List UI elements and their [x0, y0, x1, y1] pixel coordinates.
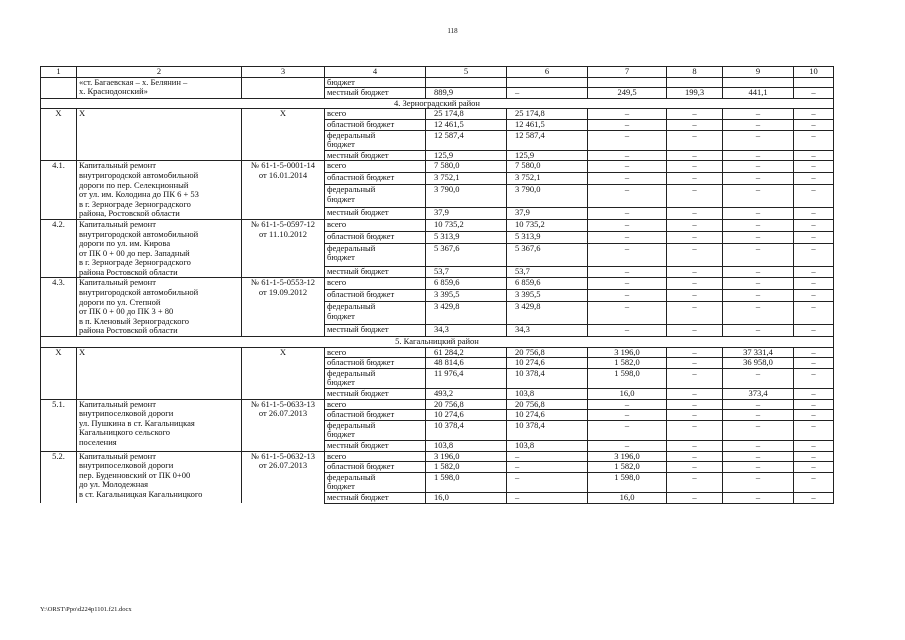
funding-source: федеральный бюджет — [325, 243, 426, 266]
amount-cell: – — [723, 173, 794, 185]
amount-cell: – — [667, 492, 723, 503]
expertise-number: № 61-1-5-0597-12 от 11.10.2012 — [242, 219, 325, 278]
amount-cell: – — [723, 231, 794, 243]
amount-cell: – — [667, 231, 723, 243]
funding-source: областной бюджет — [325, 231, 426, 243]
object-name: Капитальный ремонт внутрипоселковой дороги ул. Пушкина в ст. Кагальницкая Кагальницкого сельского поселения — [77, 399, 242, 451]
amount-cell: 53,7 — [426, 266, 507, 278]
column-header: 5 — [426, 67, 507, 78]
column-header: 3 — [242, 67, 325, 78]
amount-cell: – — [794, 389, 834, 400]
amount-cell: 3 395,5 — [507, 290, 588, 302]
amount-cell: 1 582,0 — [588, 462, 667, 473]
amount-cell: – — [794, 119, 834, 130]
amount-cell: 5 367,6 — [426, 243, 507, 266]
object-name: Капитальный ремонт внутрипоселковой дороги пер. Буденновский от ПК 0+00 до ул. Молодежная в ст. Кагальницкая Кагальницкого — [77, 451, 242, 503]
amount-cell: 125,9 — [426, 150, 507, 161]
amount-cell: 12 587,4 — [507, 130, 588, 150]
amount-cell: – — [588, 399, 667, 410]
amount-cell: 3 196,0 — [588, 347, 667, 358]
funding-source: бюджет — [325, 77, 426, 88]
amount-cell: – — [507, 451, 588, 462]
amount-cell: – — [794, 451, 834, 462]
amount-cell: – — [667, 130, 723, 150]
funding-source: всего — [325, 399, 426, 410]
amount-cell: 1 598,0 — [588, 472, 667, 492]
funding-source: областной бюджет — [325, 410, 426, 421]
amount-cell: 3 196,0 — [426, 451, 507, 462]
object-name: Капитальный ремонт внутригородской автомобильной дороги по ул. Степной от ПК 0 + 00 до ПК 3 + 80 в п. Кленовый Зерноградского района Ростовской области — [77, 278, 242, 337]
amount-cell: – — [667, 440, 723, 451]
amount-cell: – — [794, 290, 834, 302]
amount-cell: – — [667, 290, 723, 302]
amount-cell: 6 859,6 — [426, 278, 507, 290]
amount-cell: 493,2 — [426, 389, 507, 400]
amount-cell: 103,8 — [507, 440, 588, 451]
amount-cell — [794, 77, 834, 88]
amount-cell: – — [667, 462, 723, 473]
amount-cell: 5 367,6 — [507, 243, 588, 266]
section-title: 5. Кагальницкий район — [41, 337, 834, 348]
amount-cell: 34,3 — [426, 325, 507, 337]
object-name: «ст. Багаевская – х. Белянин – х. Краснодонский» — [77, 77, 242, 98]
amount-cell: 10 378,4 — [507, 420, 588, 440]
amount-cell: – — [667, 119, 723, 130]
table-row — [41, 399, 834, 410]
table-row — [41, 278, 834, 290]
expertise-number: Х — [242, 347, 325, 399]
page-number: 118 — [447, 27, 458, 35]
amount-cell: – — [794, 173, 834, 185]
amount-cell: – — [723, 472, 794, 492]
amount-cell: – — [723, 368, 794, 388]
amount-cell: 37 331,4 — [723, 347, 794, 358]
column-header: 9 — [723, 67, 794, 78]
amount-cell: 3 429,8 — [507, 302, 588, 325]
amount-cell: – — [723, 219, 794, 231]
amount-cell: – — [588, 161, 667, 173]
funding-source: всего — [325, 161, 426, 173]
amount-cell: 3 752,1 — [426, 173, 507, 185]
object-name: Капитальный ремонт внутригородской автомобильной дороги по ул. им. Кирова от ПК 0 + 00 до пер. Западный в г. Зернограде Зерноградского района Ростовской области — [77, 219, 242, 278]
amount-cell: 10 378,4 — [507, 368, 588, 388]
amount-cell: – — [588, 130, 667, 150]
amount-cell: – — [667, 368, 723, 388]
row-number: 5.1. — [41, 399, 77, 451]
amount-cell: – — [588, 420, 667, 440]
funding-source: федеральный бюджет — [325, 472, 426, 492]
amount-cell: 12 587,4 — [426, 130, 507, 150]
amount-cell: – — [723, 130, 794, 150]
funding-source: местный бюджет — [325, 207, 426, 219]
amount-cell: – — [723, 399, 794, 410]
table-row — [41, 451, 834, 462]
funding-source: местный бюджет — [325, 325, 426, 337]
amount-cell — [426, 77, 507, 88]
funding-source: областной бюджет — [325, 290, 426, 302]
amount-cell: 1 598,0 — [426, 472, 507, 492]
section-title: 4. Зерноградский район — [41, 98, 834, 109]
amount-cell: 3 429,8 — [426, 302, 507, 325]
amount-cell: – — [667, 399, 723, 410]
amount-cell: – — [667, 243, 723, 266]
amount-cell: – — [723, 302, 794, 325]
column-header: 10 — [794, 67, 834, 78]
table-row — [41, 347, 834, 358]
amount-cell: 16,0 — [426, 492, 507, 503]
amount-cell: – — [588, 185, 667, 208]
amount-cell: 53,7 — [507, 266, 588, 278]
funding-source: местный бюджет — [325, 389, 426, 400]
column-header: 6 — [507, 67, 588, 78]
amount-cell: – — [588, 173, 667, 185]
amount-cell: – — [723, 119, 794, 130]
funding-source: областной бюджет — [325, 358, 426, 369]
object-name: Х — [77, 109, 242, 161]
amount-cell: 125,9 — [507, 150, 588, 161]
expertise-number: № 61-1-5-0553-12 от 19.09.2012 — [242, 278, 325, 337]
amount-cell: – — [723, 451, 794, 462]
amount-cell: – — [667, 185, 723, 208]
amount-cell: – — [794, 399, 834, 410]
amount-cell: – — [667, 325, 723, 337]
funding-source: местный бюджет — [325, 492, 426, 503]
funding-source: всего — [325, 219, 426, 231]
amount-cell: 249,5 — [588, 88, 667, 99]
amount-cell: 16,0 — [588, 389, 667, 400]
amount-cell: – — [794, 368, 834, 388]
amount-cell: – — [723, 207, 794, 219]
amount-cell: – — [667, 173, 723, 185]
amount-cell: – — [794, 472, 834, 492]
amount-cell: 12 461,5 — [426, 119, 507, 130]
amount-cell: – — [794, 161, 834, 173]
amount-cell: 103,8 — [426, 440, 507, 451]
amount-cell: 10 274,6 — [507, 410, 588, 421]
row-number: Х — [41, 347, 77, 399]
funding-source: всего — [325, 451, 426, 462]
table-row — [41, 109, 834, 120]
amount-cell: 7 580,0 — [426, 161, 507, 173]
funding-source: всего — [325, 278, 426, 290]
table-row — [41, 219, 834, 231]
amount-cell: 10 274,6 — [507, 358, 588, 369]
amount-cell: 25 174,8 — [507, 109, 588, 120]
amount-cell: 37,9 — [507, 207, 588, 219]
column-header: 7 — [588, 67, 667, 78]
amount-cell: 373,4 — [723, 389, 794, 400]
row-number: 4.1. — [41, 161, 77, 220]
amount-cell: 10 735,2 — [426, 219, 507, 231]
amount-cell: – — [723, 410, 794, 421]
amount-cell: 3 790,0 — [426, 185, 507, 208]
amount-cell: 3 196,0 — [588, 451, 667, 462]
amount-cell: – — [794, 185, 834, 208]
funding-source: областной бюджет — [325, 119, 426, 130]
funding-source: местный бюджет — [325, 150, 426, 161]
amount-cell: – — [667, 302, 723, 325]
amount-cell: 3 395,5 — [426, 290, 507, 302]
budget-table — [40, 66, 834, 504]
amount-cell: – — [794, 88, 834, 99]
row-number: 4.3. — [41, 278, 77, 337]
amount-cell: – — [794, 492, 834, 503]
funding-source: федеральный бюджет — [325, 185, 426, 208]
amount-cell: – — [794, 302, 834, 325]
funding-source: местный бюджет — [325, 440, 426, 451]
expertise-number: № 61-1-5-0633-13 от 26.07.2013 — [242, 399, 325, 451]
amount-cell: – — [723, 420, 794, 440]
amount-cell: – — [794, 231, 834, 243]
amount-cell: – — [723, 185, 794, 208]
amount-cell: – — [723, 266, 794, 278]
amount-cell: 889,9 — [426, 88, 507, 99]
amount-cell: 1 582,0 — [588, 358, 667, 369]
amount-cell: – — [667, 420, 723, 440]
funding-source: всего — [325, 109, 426, 120]
amount-cell: – — [794, 278, 834, 290]
amount-cell: 37,9 — [426, 207, 507, 219]
amount-cell: – — [723, 243, 794, 266]
amount-cell: – — [667, 347, 723, 358]
funding-source: местный бюджет — [325, 266, 426, 278]
amount-cell: – — [667, 389, 723, 400]
row-number: 4.2. — [41, 219, 77, 278]
amount-cell: 20 756,8 — [507, 347, 588, 358]
amount-cell: 36 958,0 — [723, 358, 794, 369]
amount-cell — [723, 77, 794, 88]
table-row — [41, 77, 834, 88]
amount-cell: – — [794, 420, 834, 440]
amount-cell: 20 756,8 — [507, 399, 588, 410]
amount-cell: – — [723, 462, 794, 473]
amount-cell: – — [794, 410, 834, 421]
amount-cell: – — [794, 243, 834, 266]
column-header: 2 — [77, 67, 242, 78]
amount-cell: 61 284,2 — [426, 347, 507, 358]
amount-cell: – — [588, 219, 667, 231]
amount-cell: – — [588, 243, 667, 266]
column-header: 1 — [41, 67, 77, 78]
row-number: Х — [41, 109, 77, 161]
column-header: 4 — [325, 67, 426, 78]
funding-source: всего — [325, 347, 426, 358]
amount-cell: – — [588, 278, 667, 290]
amount-cell: 34,3 — [507, 325, 588, 337]
amount-cell: – — [667, 109, 723, 120]
amount-cell: – — [794, 440, 834, 451]
amount-cell: – — [507, 472, 588, 492]
amount-cell: 25 174,8 — [426, 109, 507, 120]
funding-source: областной бюджет — [325, 462, 426, 473]
expertise-number — [242, 77, 325, 98]
expertise-number: № 61-1-5-0632-13 от 26.07.2013 — [242, 451, 325, 503]
object-name: Капитальный ремонт внутригородской автомобильной дороги по пер. Селекционный от ул. им. Колодина до ПК 6 + 53 в г. Зернограде Зерноградского района, Ростовской области — [77, 161, 242, 220]
amount-cell: – — [588, 109, 667, 120]
amount-cell: – — [723, 278, 794, 290]
amount-cell: – — [794, 130, 834, 150]
amount-cell: 5 313,9 — [507, 231, 588, 243]
amount-cell: – — [667, 219, 723, 231]
expertise-number: № 61-1-5-0001-14 от 16.01.2014 — [242, 161, 325, 220]
amount-cell: 103,8 — [507, 389, 588, 400]
funding-source: местный бюджет — [325, 88, 426, 99]
amount-cell: – — [588, 119, 667, 130]
amount-cell: – — [723, 440, 794, 451]
file-path-footer: Y:\ORST\Ppo\d224p1101.f21.docx — [40, 606, 132, 613]
funding-source: федеральный бюджет — [325, 420, 426, 440]
amount-cell: – — [667, 161, 723, 173]
expertise-number: Х — [242, 109, 325, 161]
row-number: 5.2. — [41, 451, 77, 503]
amount-cell: 16,0 — [588, 492, 667, 503]
amount-cell: – — [794, 325, 834, 337]
funding-source: областной бюджет — [325, 173, 426, 185]
amount-cell: – — [723, 325, 794, 337]
amount-cell: – — [667, 472, 723, 492]
amount-cell: – — [667, 207, 723, 219]
amount-cell: 6 859,6 — [507, 278, 588, 290]
amount-cell: – — [794, 150, 834, 161]
funding-source: федеральный бюджет — [325, 368, 426, 388]
amount-cell: – — [723, 492, 794, 503]
amount-cell — [667, 77, 723, 88]
section-row — [41, 337, 834, 348]
amount-cell: 1 582,0 — [426, 462, 507, 473]
amount-cell: – — [588, 440, 667, 451]
amount-cell — [588, 77, 667, 88]
amount-cell: – — [794, 207, 834, 219]
column-header: 8 — [667, 67, 723, 78]
amount-cell: – — [794, 109, 834, 120]
amount-cell: – — [667, 451, 723, 462]
amount-cell: 441,1 — [723, 88, 794, 99]
amount-cell: – — [667, 278, 723, 290]
amount-cell: 5 313,9 — [426, 231, 507, 243]
amount-cell: – — [667, 266, 723, 278]
funding-source: федеральный бюджет — [325, 302, 426, 325]
amount-cell: 7 580,0 — [507, 161, 588, 173]
amount-cell: – — [588, 207, 667, 219]
amount-cell: – — [667, 410, 723, 421]
amount-cell: – — [588, 290, 667, 302]
amount-cell: 11 976,4 — [426, 368, 507, 388]
amount-cell: – — [667, 358, 723, 369]
amount-cell: – — [588, 231, 667, 243]
amount-cell: – — [588, 325, 667, 337]
amount-cell: – — [794, 358, 834, 369]
amount-cell: – — [794, 266, 834, 278]
amount-cell: – — [588, 266, 667, 278]
amount-cell: 10 378,4 — [426, 420, 507, 440]
amount-cell: 10 274,6 — [426, 410, 507, 421]
funding-source: федеральный бюджет — [325, 130, 426, 150]
amount-cell: 20 756,8 — [426, 399, 507, 410]
amount-cell: – — [723, 150, 794, 161]
amount-cell: – — [723, 161, 794, 173]
amount-cell: – — [507, 88, 588, 99]
amount-cell: – — [667, 150, 723, 161]
amount-cell: 1 598,0 — [588, 368, 667, 388]
amount-cell: – — [507, 462, 588, 473]
amount-cell: 3 790,0 — [507, 185, 588, 208]
row-number — [41, 77, 77, 98]
amount-cell: – — [794, 347, 834, 358]
amount-cell: – — [794, 219, 834, 231]
amount-cell: – — [794, 462, 834, 473]
amount-cell: 3 752,1 — [507, 173, 588, 185]
amount-cell: 199,3 — [667, 88, 723, 99]
amount-cell: 12 461,5 — [507, 119, 588, 130]
section-row — [41, 98, 834, 109]
amount-cell: – — [588, 150, 667, 161]
header-row — [41, 67, 834, 78]
amount-cell: – — [507, 492, 588, 503]
amount-cell: – — [723, 290, 794, 302]
amount-cell — [507, 77, 588, 88]
amount-cell: – — [588, 302, 667, 325]
amount-cell: 10 735,2 — [507, 219, 588, 231]
object-name: Х — [77, 347, 242, 399]
table-row — [41, 161, 834, 173]
amount-cell: – — [588, 410, 667, 421]
amount-cell: – — [723, 109, 794, 120]
amount-cell: 48 814,6 — [426, 358, 507, 369]
